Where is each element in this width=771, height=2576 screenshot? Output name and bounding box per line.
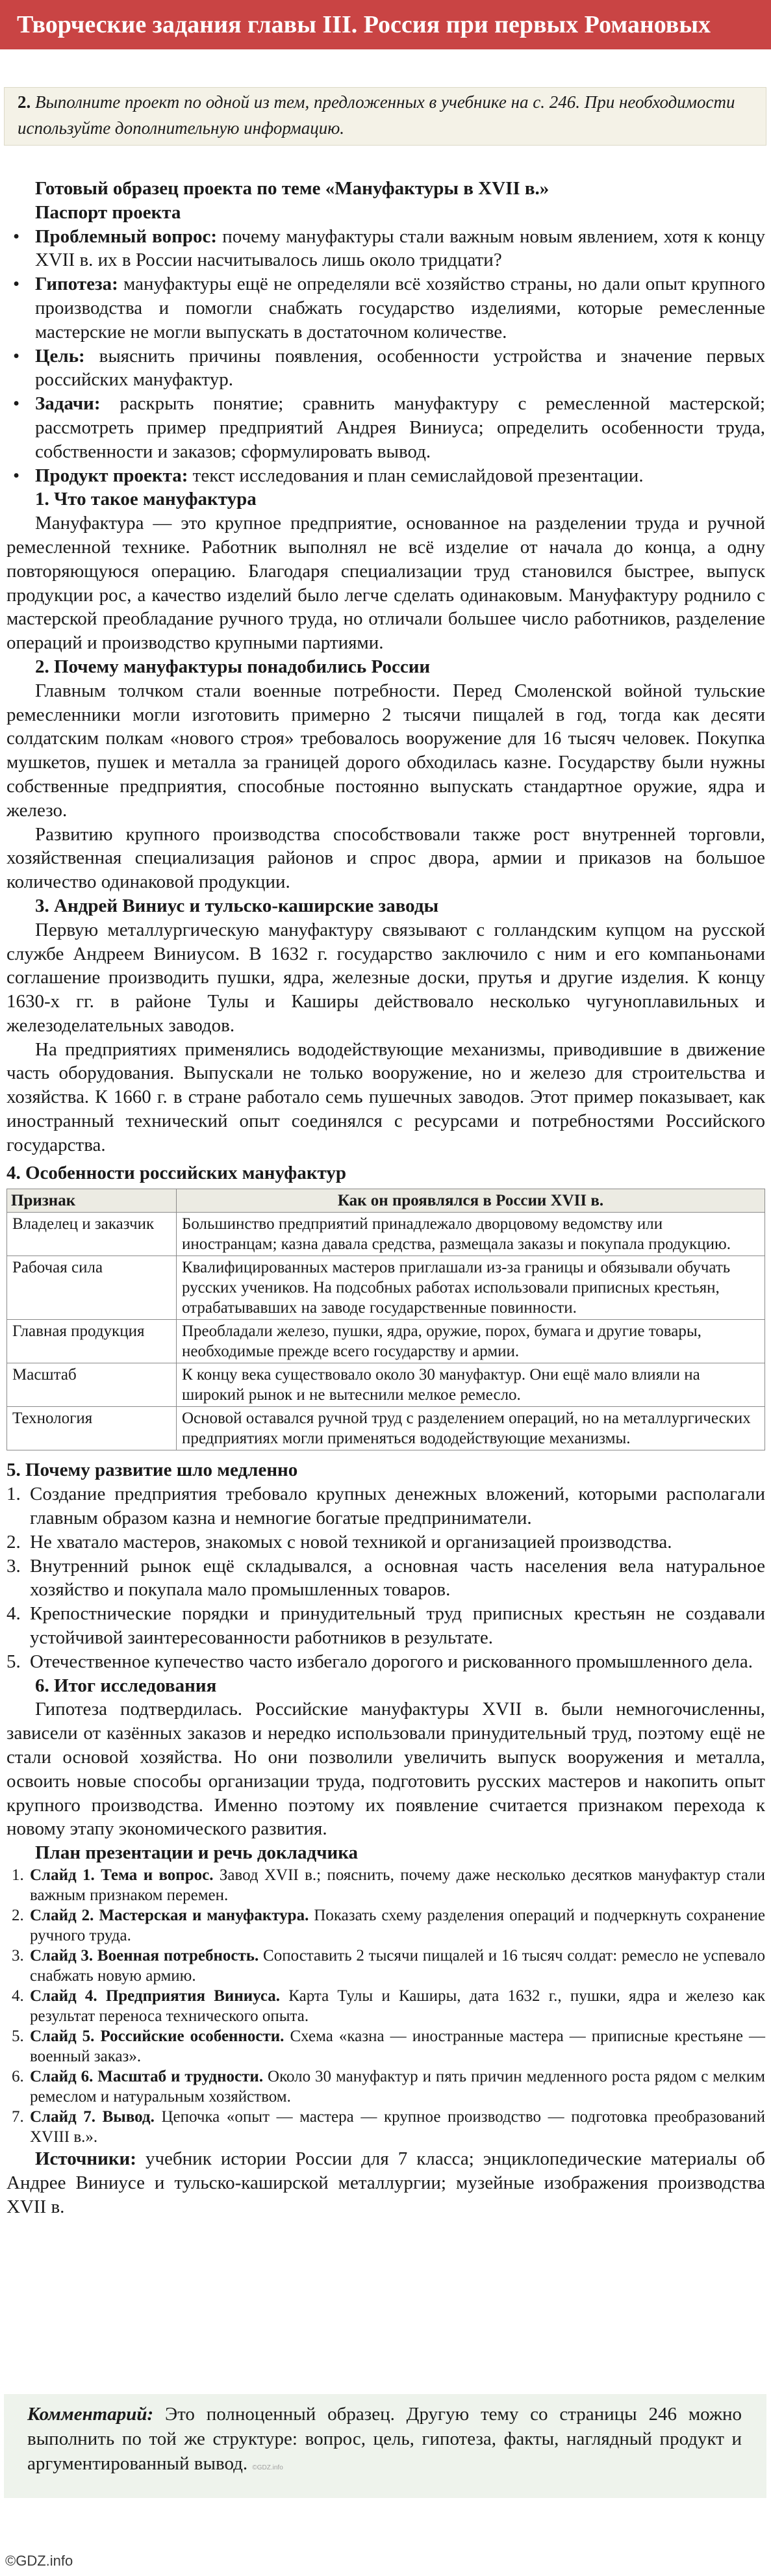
table-cell: Преобладали железо, пушки, ядра, оружие, порох, бумага и другие товары, необходимые прежде всего государству и армии. bbox=[177, 1320, 765, 1363]
table-cell: Большинство предприятий принадлежало дворцовому ведомству или иностранцам; казна давала средства, размещала заказы и покупала продукцию. bbox=[177, 1213, 765, 1256]
slide-text: Сопоставить 2 тысячи пищалей и 16 тысяч солдат: ремесло не успевало снабжать новую армию. bbox=[30, 1947, 765, 1985]
passport-item bbox=[6, 392, 765, 463]
slide-item bbox=[6, 1946, 765, 1986]
list-item-number: 5. bbox=[6, 1651, 21, 1672]
list-item bbox=[6, 1602, 765, 1650]
section-1-text: Мануфактура — это крупное предприятие, основанное на разделении труда и ручной ремесленной технике. Работник выполнял не всё изделие от начала до конца, а одну повторяющуюся операцию. Благодаря специализации труд становился быстрее, выпуск продукции рос, а качество изделий было легче сделать одинаковым. Мануфактуру роднило с мастерской преобладание ручного труда, но отличали большее число работников, разделение операций и производство крупными партиями. bbox=[6, 513, 765, 654]
section-2-text-2: Развитию крупного производства способствовали также рост внутренней торговли, хозяйственная специализация районов и спрос двора, армии и приказов на большое количество одинаковой продукции. bbox=[6, 823, 765, 893]
passport-item-label: Продукт проекта: bbox=[35, 465, 188, 486]
sources-text: учебник истории России для 7 класса; энциклопедические материалы об Андрее Виниусе и тульско-каширской металлургии; музейные изображения производства XVII в. bbox=[6, 2148, 765, 2217]
passport-item-label: Задачи: bbox=[35, 393, 101, 415]
task-box bbox=[4, 87, 766, 146]
table-cell: Главная продукция bbox=[7, 1320, 177, 1363]
slide-text: Карта Тулы и Каширы, дата 1632 г., пушки, ядра и железо как результат переноса технического опыта. bbox=[30, 1987, 766, 2026]
passport-item bbox=[6, 464, 765, 488]
slide-item bbox=[6, 2026, 765, 2067]
section-3-text-1: Первую металлургическую мануфактуру связывают с голландским купцом на русской службе Андреем Виниусом. В 1632 г. государство заключило с ним и его компаньонами соглашение производить пушки, ядра, железные доски, прутья и другие изделия. К концу 1630-х гг. в районе Тулы и Каширы действовало несколько чугуноплавильных и железоделательных заводов. bbox=[6, 919, 765, 1036]
table-cell: Масштаб bbox=[7, 1363, 177, 1407]
list-item bbox=[6, 1554, 765, 1603]
passport-item bbox=[6, 344, 765, 393]
list-item-text: Внутренний рынок ещё складывался, а основная часть населения вела натуральное хозяйство и покупала мало промышленных товаров. bbox=[30, 1555, 765, 1601]
passport-item bbox=[6, 272, 765, 344]
footer-copyright: ©GDZ.info bbox=[5, 2553, 73, 2569]
list-item-text: Отечественное купечество часто избегало дорогого и рискованного промышленного дела. bbox=[30, 1651, 753, 1672]
task-number: 2. bbox=[18, 92, 31, 112]
section-5-title: 5. Почему развитие шло медленно bbox=[6, 1460, 298, 1481]
comment-label: Комментарий: bbox=[27, 2404, 154, 2425]
table-header-cell: Как он проявлялся в России XVII в. bbox=[177, 1189, 765, 1213]
slide-item bbox=[6, 1986, 765, 2026]
passport-item-text: выяснить причины появления, особенности устройства и значение первых российских мануфактур. bbox=[35, 345, 766, 391]
section-4-title: 4. Особенности российских мануфактур bbox=[6, 1162, 347, 1183]
passport-item-text: мануфактуры ещё не определяли всё хозяйство страны, но дали опыт крупного производства и помогли снабжать государство изделиями, которые ремесленные мастерские не могли выпускать в достаточном количестве. bbox=[35, 274, 766, 342]
slide-label: Слайд 7. Вывод. bbox=[30, 2108, 155, 2126]
slide-item bbox=[6, 1865, 765, 1905]
section-6-title: 6. Итог исследования bbox=[35, 1675, 217, 1696]
project-title: Готовый образец проекта по теме «Мануфактуры в XVII в.» bbox=[35, 178, 550, 199]
list-item-number: 3. bbox=[6, 1555, 21, 1577]
slide-label: Слайд 2. Мастерская и мануфактура. bbox=[30, 1907, 309, 1925]
slide-number: 5. bbox=[12, 2028, 24, 2046]
sources bbox=[6, 2147, 765, 2219]
chapter-header: Творческие задания главы III. Россия при первых Романовых bbox=[0, 0, 771, 49]
passport-item-text: почему мануфактуры стали важным новым явлением, хотя к концу XVII в. их в России насчитывалось лишь около тридцати? bbox=[35, 225, 766, 271]
list-item-text: Не хватало мастеров, знакомых с новой техникой и организацией производства. bbox=[30, 1531, 672, 1552]
list-item-number: 4. bbox=[6, 1603, 21, 1625]
list-item-number: 1. bbox=[6, 1484, 21, 1505]
slide-number: 2. bbox=[12, 1907, 24, 1925]
table-row bbox=[7, 1256, 765, 1320]
slide-number: 4. bbox=[12, 1987, 24, 2005]
list-item bbox=[6, 1530, 765, 1554]
list-item-text: Крепостнические порядки и принудительный труд приписных крестьян не создавали устойчивой заинтересованности работников в результате. bbox=[30, 1603, 765, 1649]
slide-number: 1. bbox=[12, 1866, 24, 1885]
slide-text: Цепочка «опыт — мастера — крупное производство — подготовка преобразований XVIII в.». bbox=[30, 2108, 765, 2146]
list-item bbox=[6, 1482, 765, 1530]
table-header-row bbox=[7, 1189, 765, 1213]
table-cell: Рабочая сила bbox=[7, 1256, 177, 1320]
slide-number: 6. bbox=[12, 2068, 24, 2086]
section-3-title: 3. Андрей Виниус и тульско-каширские заводы bbox=[35, 895, 439, 916]
slide-item bbox=[6, 1905, 765, 1946]
slide-text: Показать схему разделения операций и подчеркнуть сохранение ручного труда. bbox=[30, 1907, 765, 1945]
slide-label: Слайд 4. Предприятия Виниуса. bbox=[30, 1987, 281, 2005]
slide-item bbox=[6, 2067, 765, 2107]
table-row bbox=[7, 1407, 765, 1450]
slide-label: Слайд 3. Военная потребность. bbox=[30, 1947, 259, 1965]
slide-label: Слайд 1. Тема и вопрос. bbox=[30, 1866, 214, 1885]
sources-label: Источники: bbox=[35, 2148, 136, 2170]
table-row bbox=[7, 1213, 765, 1256]
project-content bbox=[6, 177, 765, 2219]
section-1-title: 1. Что такое мануфактура bbox=[35, 489, 257, 510]
table-header-cell: Признак bbox=[7, 1189, 177, 1213]
slide-text: Около 30 мануфактур и пять причин медленного роста рядом с мелким ремеслом и натуральным хозяйством. bbox=[30, 2068, 766, 2106]
list-item bbox=[6, 1650, 765, 1674]
slow-reasons-list bbox=[6, 1482, 765, 1673]
table-row bbox=[7, 1363, 765, 1407]
table-row bbox=[7, 1320, 765, 1363]
section-2-text-1: Главным толчком стали военные потребности. Перед Смоленской войной тульские ремесленники могли изготовить примерно 2 тысячи пищалей в год, тогда как десяти солдатским полкам «нового строя» требовалось вооружение для 16 тысяч человек. Покупка мушкетов, пушек и металла за границей дорого обходилась казне. Государству были нужны собственные предприятия, способные постоянно выпускать стандартное оружие, ядра и железо. bbox=[6, 680, 765, 821]
slide-number: 7. bbox=[12, 2108, 24, 2126]
comment-box bbox=[4, 2394, 766, 2498]
slide-label: Слайд 5. Российские особенности. bbox=[30, 2028, 284, 2046]
table-cell: Основой оставался ручной труд с разделением операций, но на металлургических предприятиях могли применяться вододействующие механизмы. bbox=[177, 1407, 765, 1450]
passport-item-label: Проблемный вопрос: bbox=[35, 225, 218, 247]
table-cell: Технология bbox=[7, 1407, 177, 1450]
passport-item bbox=[6, 225, 765, 273]
slide-text: Завод XVII в.; пояснить, почему даже несколько десятков мануфактур стали важным признаком перемен. bbox=[30, 1866, 766, 1905]
passport-item-text: текст исследования и план семислайдовой презентации. bbox=[192, 465, 644, 486]
passport-item-text: раскрыть понятие; сравнить мануфактуру с ремесленной мастерской; рассмотреть пример предприятий Андрея Виниуса; определить особенности труда, собственности и заказов; сформулировать вывод. bbox=[35, 393, 765, 462]
passport-item-label: Цель: bbox=[35, 345, 85, 367]
section-2-title: 2. Почему мануфактуры понадобились России bbox=[35, 656, 431, 677]
slide-item bbox=[6, 2107, 765, 2147]
passport-item-label: Гипотеза: bbox=[35, 274, 118, 295]
table-cell: Квалифицированных мастеров приглашали из-за границы и обязывали обучать русских учеников. На подсобных работах использовали приписных крестьян, отрабатывавших на заводе государственные повинности. bbox=[177, 1256, 765, 1320]
list-item-text: Создание предприятия требовало крупных денежных вложений, которыми располагали главным образом казна и немногие богатые предприниматели. bbox=[30, 1484, 765, 1529]
passport-subtitle: Паспорт проекта bbox=[35, 201, 181, 223]
task-text: Выполните проект по одной из тем, предложенных в учебнике на с. 246. При необходимости используйте дополнительную информацию. bbox=[18, 92, 735, 138]
comment-watermark: ©GDZ.info bbox=[252, 2464, 283, 2471]
slide-number: 3. bbox=[12, 1947, 24, 1965]
features-table bbox=[6, 1189, 765, 1450]
table-cell: Владелец и заказчик bbox=[7, 1213, 177, 1256]
section-3-text-2: На предприятиях применялись вододействующие механизмы, приводившие в движение часть оборудования. Выпускали не только вооружение, но и железо для строительства и хозяйства. К 1660 г. в стране работало семь пушечных заводов. Этот пример показывает, как иностранный технический опыт соединялся с ресурсами и потребностями Российского государства. bbox=[6, 1038, 765, 1155]
list-item-number: 2. bbox=[6, 1531, 21, 1552]
comment-text: Это полноценный образец. Другую тему со страницы 246 можно выполнить по той же структуре: вопрос, цель, гипотеза, факты, наглядный продукт и аргументированный вывод. bbox=[27, 2404, 742, 2474]
plan-title: План презентации и речь докладчика bbox=[35, 1842, 359, 1864]
section-6-text: Гипотеза подтвердилась. Российские мануфактуры XVII в. были немногочисленны, зависели от казённых заказов и нередко использовали принудительный труд, поэтому ещё не стали основой хозяйства. Но они позволили увеличить выпуск вооружения и металла, освоить новые способы организации труда, подготовить русских мастеров и накопить опыт крупного производства. Именно поэтому их появление считается признаком перехода к новому этапу экономического развития. bbox=[6, 1699, 765, 1840]
slide-text: Схема «казна — иностранные мастера — приписные крестьяне — военный заказ». bbox=[30, 2028, 766, 2066]
slides-list bbox=[6, 1865, 765, 2147]
table-cell: К концу века существовало около 30 мануфактур. Они ещё мало влияли на широкий рынок и не вытеснили мелкое ремесло. bbox=[177, 1363, 765, 1407]
slide-label: Слайд 6. Масштаб и трудности. bbox=[30, 2068, 264, 2086]
